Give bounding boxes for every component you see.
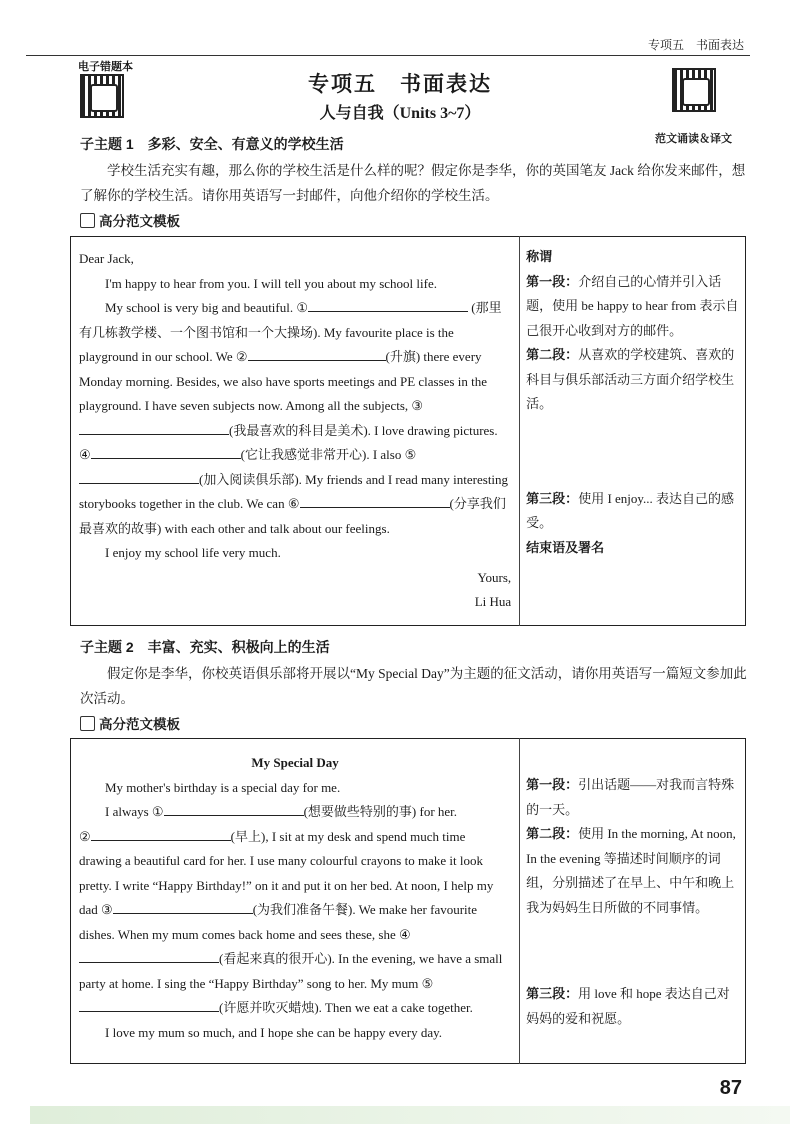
left-qr-label: 电子错题本 xyxy=(78,61,133,73)
blank-e4[interactable] xyxy=(79,949,219,963)
note-para1 xyxy=(526,270,739,344)
letter-p2-a: My school is very big and beautiful. ① xyxy=(105,300,309,315)
letter-greeting: Dear Jack, xyxy=(79,251,134,266)
note2-para3-text: 用 love 和 hope 表达自己对妈妈的爱和祝愿。 xyxy=(526,986,730,1026)
note2-para3 xyxy=(526,982,739,1031)
essay-p3-c: (为我们准备午餐). We make her favourite dishes. When my mum comes back home and sees these, she ④ xyxy=(79,902,478,942)
page-number: 87 xyxy=(719,1077,742,1099)
note-para3-text: 使用 I enjoy... 表达自己的感受。 xyxy=(526,490,735,530)
letter-p2 xyxy=(79,296,511,541)
note2-para2-label: 第二段： xyxy=(526,826,579,841)
letter-p2-d: (我最喜欢的科目是美术). I love drawing pictures. ④ xyxy=(79,422,498,462)
note2-para1-text: 引出话题——对我而言特殊的一天。 xyxy=(526,777,735,817)
note2-para2-text: 使用 In the morning, At noon, In the evening 等描述时间顺序的词组，分别描述了在早上、中午和晚上我为妈妈生日所做的不同事情。 xyxy=(526,826,736,915)
essay-p3-b: (早上), I sit at my desk and spend much time drawing a beautiful card for her. I use many colourful crayons to make it look pretty. I write “Happy Birthday!” on it and put it on her bed. At noon, I help my dad ③ xyxy=(79,828,494,917)
blank-e1[interactable] xyxy=(164,802,304,816)
essay-p2-b: (想要做些特别的事) for her. xyxy=(303,804,458,819)
page-title: 专项五 书面表达 xyxy=(308,73,492,96)
section2-template-box xyxy=(70,738,746,1064)
note-para1-text: 介绍自己的心情并引入话题，使用 be happy to hear from 表示自己很开心收到对方的邮件。 xyxy=(526,273,739,338)
essay-p1: My mother's birthday is a special day for me. xyxy=(105,779,341,795)
letter-p2-h: (分享我们最喜欢的故事) with each other and talk about our feelings. xyxy=(79,496,506,536)
running-header: 专项五 书面表达 xyxy=(647,38,744,52)
letter-signature: Li Hua xyxy=(474,594,512,609)
note-para2-text: 从喜欢的学校建筑、喜欢的科目与俱乐部活动三方面介绍学校生活。 xyxy=(526,347,735,411)
note2-para2 xyxy=(526,822,739,920)
section2-topic: 子主题 2 丰富、充实、积极向上的生活 xyxy=(80,639,330,655)
note2-para1-label: 第一段： xyxy=(526,777,579,792)
pencil-icon xyxy=(80,213,95,228)
section1-template-heading xyxy=(80,210,180,230)
note2-para1 xyxy=(526,773,739,822)
note2-para3-label: 第三段： xyxy=(526,986,579,1001)
page-subtitle: 人与自我（Units 3~7） xyxy=(319,105,481,122)
letter-p2-f: (加入阅读俱乐部). My friends and I read many interesting storybooks together in the club. We can xyxy=(79,471,509,511)
section1-template-box xyxy=(70,236,746,626)
section2-template-heading xyxy=(80,713,180,733)
section2-notes xyxy=(520,739,745,1039)
essay-p3-e: (许愿并吹灭蜡烛). Then we eat a cake together. xyxy=(219,1000,473,1015)
essay-p2 xyxy=(79,800,511,825)
blank-e2[interactable] xyxy=(91,827,231,841)
section1-prompt: 学校生活充实有趣，那么你的学校生活是什么样的呢？假定你是李华，你的英国笔友 Jack 给你发来邮件，想了解你的学校生活。请你用英语写一封邮件，向他介绍你的学校生活。 xyxy=(80,163,746,203)
essay-p3-a: ② xyxy=(79,828,91,844)
pencil-icon xyxy=(80,716,95,731)
letter-p2-g: ⑥ xyxy=(287,496,300,511)
essay-p4: I love my mum so much, and I hope she can be happy every day. xyxy=(105,1024,443,1040)
note-closing: 结束语及署名 xyxy=(526,539,605,555)
blank-2[interactable] xyxy=(248,347,386,361)
letter-p3: I enjoy my school life very much. xyxy=(105,545,281,560)
essay-title: My Special Day xyxy=(251,755,339,770)
blank-e5[interactable] xyxy=(79,998,219,1012)
section1-letter xyxy=(71,237,519,619)
note-para3-label: 第三段： xyxy=(526,490,579,506)
section1-notes xyxy=(520,237,745,568)
header-divider xyxy=(26,55,750,56)
essay-p3 xyxy=(79,825,511,1021)
letter-p2-b: (那里有几栋教学楼、一个图书馆和一个大操场). My favourite place is the playground in our school. We ② xyxy=(79,300,502,364)
letter-p1: I'm happy to hear from you. I will tell you about my school life. xyxy=(105,275,437,291)
blank-6[interactable] xyxy=(300,494,450,508)
letter-closing: Yours, xyxy=(477,569,512,585)
blank-1[interactable] xyxy=(308,298,468,312)
blank-5[interactable] xyxy=(79,470,199,484)
essay-p2-a: I always ① xyxy=(105,804,164,819)
right-qr-label: 范文诵读＆译文 xyxy=(655,133,732,145)
note-para1-label: 第一段： xyxy=(526,273,579,289)
section1-template-heading-text: 高分范文模板 xyxy=(99,214,180,229)
essay-p3-d: (看起来真的很开心). In the evening, we have a small party at home. I sing the “Happy Birthday” song to her. My mum ⑤ xyxy=(79,951,503,991)
footer-decoration xyxy=(30,1106,790,1124)
section2-essay xyxy=(71,739,519,1049)
letter-p2-c: (升旗) there every Monday morning. Besides, we also have sports meetings and PE classes in the playground. I have seven subjects now. Among all the subjects, ③ xyxy=(79,349,487,413)
blank-4[interactable] xyxy=(91,445,241,459)
section2-prompt: 假定你是李华，你校英语俱乐部将开展以“My Special Day”为主题的征文活动，请你用英语写一篇短文参加此次活动。 xyxy=(80,666,747,706)
note-para3 xyxy=(526,487,739,536)
section1-topic: 子主题 1 多彩、安全、有意义的学校生活 xyxy=(80,136,344,152)
letter-p2-e: (它让我感觉非常开心). I also ⑤ xyxy=(240,447,417,462)
note-para2-label: 第二段： xyxy=(526,347,579,362)
section2-template-heading-text: 高分范文模板 xyxy=(99,717,180,732)
note-para2 xyxy=(526,343,739,417)
blank-3[interactable] xyxy=(79,421,229,435)
blank-e3[interactable] xyxy=(113,900,253,914)
note-salutation: 称谓 xyxy=(526,249,553,264)
